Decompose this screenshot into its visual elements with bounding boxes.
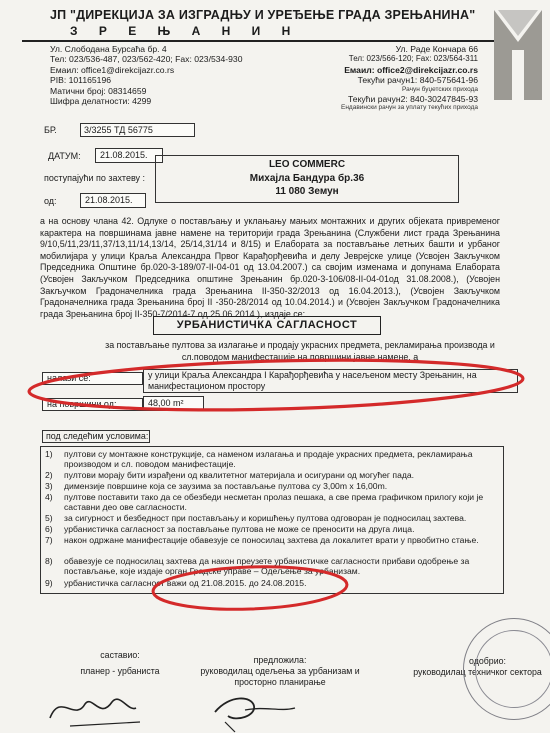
- header-right-line: Текући рачун1: 840-575641-96: [357, 75, 478, 86]
- conditions-label: под следећим условима:: [42, 430, 150, 443]
- condition-text: након одржане манифестације обавезује се поносилац захтева да локалитет врати у првобитно стање.: [64, 535, 479, 545]
- header-left-line: Ул. Слободана Бурсаћа бр. 4: [50, 44, 167, 54]
- condition-text: пултови морају бити израђени од квалитетног материјала и осигурани од могућег пада.: [64, 470, 415, 480]
- recipient-name: LEO COMMERC: [268, 159, 346, 170]
- request-label: поступајући по захтеву :: [44, 173, 146, 183]
- condition-text: урбанистичка сагласност за постављање пултова не може се преносити на друга лица.: [64, 524, 415, 534]
- condition-text: за сигурност и безбедност при постављању и коришћењу пултова одговоран је подносилац захтева.: [64, 513, 467, 523]
- header-right-line: Тел: 023/566-120; Fax: 023/564-311: [348, 54, 478, 64]
- area-value: 48,00 m²: [143, 396, 204, 411]
- header-left-line: Матични број: 08314659: [50, 85, 147, 96]
- condition-text: пултови су монтажне конструкције, са наменом излагања и продаје украсних предмета, рекламирања производом и сл. поводом манифестације.: [64, 449, 473, 470]
- header-right-line: Ул. Раде Кончара 66: [395, 44, 478, 54]
- date-field: 21.08.2015.: [95, 148, 163, 163]
- condition-number: 4): [45, 492, 53, 502]
- from-label: од:: [44, 196, 57, 206]
- number-label: БР.: [44, 125, 57, 135]
- recipient-street: Михајла Бандура бр.36: [249, 172, 365, 184]
- condition-number: 8): [45, 556, 53, 566]
- header-right-line: Текући рачун2: 840-30247845-93: [348, 93, 478, 104]
- recipient-city: 11 080 Земун: [275, 186, 339, 197]
- condition-text: обавезује се подносилац захтева да након преузете урбанистичке сагласности прибави одобрење за постављање, које издаје орган Градске управе – Одељење за урбанизам.: [64, 556, 470, 577]
- header-left-line: Емаил: office1@direkcijazr.co.rs: [50, 64, 175, 75]
- condition-number: 9): [45, 578, 53, 588]
- header-left-line: Шифра делатности: 4299: [50, 96, 152, 107]
- header-title: ЈП "ДИРЕКЦИЈА ЗА ИЗГРАДЊУ И УРЕЂЕЊЕ ГРАДА ЗРЕЊАНИНА": [50, 8, 476, 22]
- signature-role: саставио:: [100, 650, 140, 660]
- condition-number: 7): [45, 535, 53, 545]
- number-field: 3/3255 ТД 56775: [80, 123, 195, 137]
- header-right-line: Рачун буџетских прихода: [402, 85, 478, 93]
- condition-number: 3): [45, 481, 53, 491]
- from-date-field: 21.08.2015.: [80, 193, 146, 208]
- purpose-text: за постављање пултова за излагање и продају украсних предмета, рекламирања производа и сл.поводом манифестације на површини јавне намене, а: [105, 340, 495, 362]
- consent-title: УРБАНИСТИЧКА САГЛАСНОСТ: [153, 316, 381, 335]
- header-right-line: Емаил: office2@direkcijazr.co.rs: [344, 64, 478, 75]
- condition-number: 1): [45, 449, 53, 459]
- location-label: налази се:: [42, 372, 143, 385]
- header-city: З Р Е Њ А Н И Н: [70, 24, 300, 38]
- condition-text: димензије површине која се заузима за постављање пултова су 3,00m x 16,00m.: [64, 481, 388, 491]
- signature-title: просторно планирање: [234, 677, 326, 687]
- condition-text: пултове поставити тако да се обезбеди несметан пролаз пешака, а све према графичком прилогу који је саставни део ове сагласности.: [64, 492, 484, 513]
- location-value: у улици Краља Александра I Карађорђевића у насељеном месту Зрењанин, на манифестационом простору: [143, 369, 518, 393]
- condition-number: 6): [45, 524, 53, 534]
- condition-number: 5): [45, 513, 53, 523]
- signature-title: руководилац одељења за урбанизам и: [200, 666, 360, 676]
- date-label: ДАТУМ:: [48, 151, 81, 161]
- condition-number: 2): [45, 470, 53, 480]
- header-right-line: Ендавински рачун за уплату текућих прихода: [340, 104, 478, 112]
- area-label: на површини од:: [42, 398, 143, 411]
- signature-title: руководилац техничког сектора: [413, 667, 542, 677]
- signature-role: одобрио:: [469, 656, 506, 666]
- signature-title: планер - урбаниста: [80, 666, 160, 676]
- condition-text: урбанистичка сагласност важи од 21.08.2015. до 24.08.2015.: [64, 578, 307, 588]
- header-left-line: Тел: 023/536-487, 023/562-420; Fax: 023/534-930: [50, 54, 243, 65]
- signature-role: предложила:: [253, 655, 307, 665]
- legal-basis-paragraph: а на основу члана 42. Одлуке о постављању и уклањању мањих монтажних и других објеката привремeног карактера на површинама јавне намене на територији града Зрењанина (Службени лист града Зрењанина 9/10,5/11,23/11,37/13,11/14,13/14, 25/14,31/14 и 8/15) и Елабората за постављање летњих башти и урбаног мобилијара у улици Краља Александра Првог Карађорђевића и делу Јеврејске улице (Усвојен Закључком Председника Општине бр.020-3-189/07-II-04-01 од 13.04.2007.) са својим изменама и допунама Елабората (Усвојен Закључком Председника општине Зрењанин бр.020-3-106/08-II-04-01од 31.08.2008.), (Усвојен Закључком Градоначелника града Зрењанина II-350-32/2013 од 16.04.2013.), (Усвојен Закључком Градоначелника града Зрењанина број II -350-28/2014 од 10.04.2014.) и (Усвојен Закључком Градоначелника града Зрењанина број II-350-7/2014-7 од 25.06.2014.), издаје се:: [40, 216, 500, 319]
- header-left-line: PIB: 101165196: [50, 75, 112, 86]
